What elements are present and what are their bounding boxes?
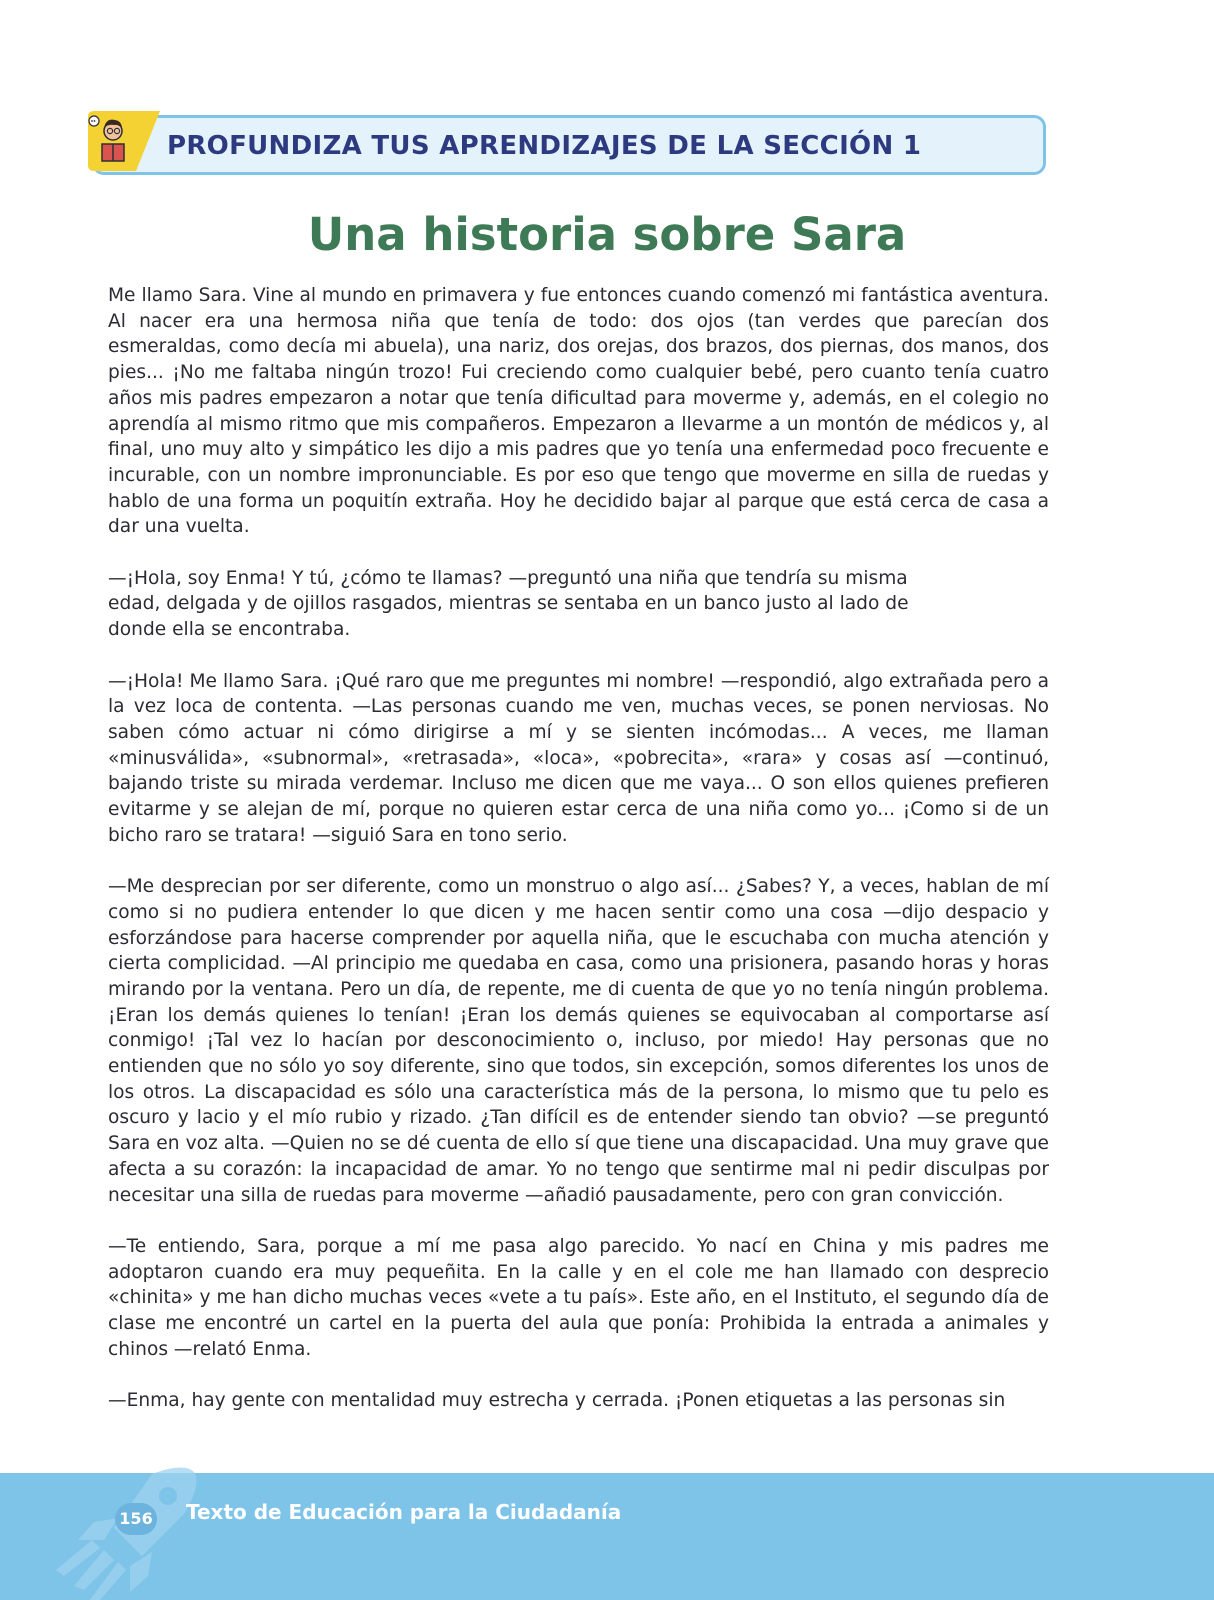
paragraph: —Me desprecian por ser diferente, como un monstruo o algo así... ¿Sabes? Y, a veces, hablan de mí como si no pudiera entender lo que dicen y me hacen sentir como una cosa —dijo despacio y esforzándose para hacerse comprender por aquella niña, que le escuchaba con mucha atención y cierta complicidad. —Al principio me quedaba en casa, como una prisionera, pasando horas y horas mirando por la ventana. Pero un día, de repente, me di cuenta de que yo no tenía ningún problema. ¡Eran los demás quienes lo tenían! ¡Eran los demás quienes se equivocaban al comportarse así conmigo! ¡Tal vez lo hacían por desconocimiento o, incluso, por miedo! Hay personas que no entienden que no sólo yo soy diferente, sino que todos, sin excepción, somos diferentes los unos de los otros. La discapacidad es sólo una característica más de la persona, lo mismo que tu pelo es oscuro y lacio y el mío rubio y rizado. ¿Tan difícil es de entender siendo tan obvio? —se preguntó Sara en voz alta. —Quien no se dé cuenta de ello sí que tiene una discapacidad. Una muy grave que afecta a su corazón: la incapacidad de amar. Yo no tengo que sentirme mal ni pedir disculpas por necesitar una silla de ruedas para moverme —añadió pausadamente, pero con gran convicción.: [108, 876, 1049, 1206]
paragraph: —¡Hola, soy Enma! Y tú, ¿cómo te llamas? —preguntó una niña que tendría su misma edad, delgada y de ojillos rasgados, mientras se sentaba en un banco justo al lado de donde ella se encontraba.: [108, 567, 909, 641]
book-title: Texto de Educación para la Ciudadanía: [186, 1500, 622, 1524]
page-number: 156: [115, 1503, 157, 1535]
section-banner-title: PROFUNDIZA TUS APRENDIZAJES DE LA SECCIÓN 1: [167, 131, 922, 161]
story-body: [108, 283, 1049, 1414]
paragraph: —Te entiendo, Sara, porque a mí me pasa algo parecido. Yo nací en China y mis padres me adoptaron cuando era muy pequeñita. En la calle y en el cole me han llamado con desprecio «chinita» y me han dicho muchas veces «vete a tu país». Este año, en el Instituto, el segundo día de clase me encontré un cartel en la puerta del aula que ponía: Prohibida la entrada a animales y chinos —relató Enma.: [108, 1235, 1049, 1360]
paragraph: —Enma, hay gente con mentalidad muy estrecha y cerrada. ¡Ponen etiquetas a las personas sin: [108, 1390, 1006, 1412]
paragraph: Me llamo Sara. Vine al mundo en primavera y fue entonces cuando comenzó mi fantástica aventura. Al nacer era una hermosa niña que tenía de todo: dos ojos (tan verdes que parecían dos esmeraldas, como decía mi abuela), una nariz, dos orejas, dos brazos, dos piernas, dos manos, dos pies... ¡No me faltaba ningún trozo! Fui creciendo como cualquier bebé, pero cuanto tenía cuatro años mis padres empezaron a notar que tenía dificultad para moverme y, además, en el colegio no aprendía al mismo ritmo que mis compañeros. Empezaron a llevarme a un montón de médicos y, al final, uno muy alto y simpático les dijo a mis padres que yo tenía una enfermedad poco frecuente e incurable, con un nombre impronunciable. Es por eso que tengo que moverme en silla de ruedas y hablo de una forma un poquitín extraña. Hoy he decidido bajar al parque que está cerca de casa a dar una vuelta.: [108, 285, 1049, 538]
paragraph: —¡Hola! Me llamo Sara. ¡Qué raro que me preguntes mi nombre! —respondió, algo extrañada pero a la vez loca de contenta. —Las personas cuando me ven, muchas veces, se ponen nerviosas. No saben cómo actuar ni cómo dirigirse a mí y se sienten incómodas... A veces, me llaman «minusválida», «subnormal», «retrasada», «loca», «pobrecita», «rara» y cosas así —continuó, bajando triste su mirada verdemar. Incluso me dicen que me vaya... O son ellos quienes prefieren evitarme y se alejan de mí, porque no quieren estar cerca de una niña como yo... ¡Como si de un bicho raro se tratara! —siguió Sara en tono serio.: [108, 670, 1049, 846]
reader-with-book-icon: [86, 109, 164, 173]
section-banner: [92, 115, 1046, 175]
page-title: Una historia sobre Sara: [307, 208, 907, 261]
